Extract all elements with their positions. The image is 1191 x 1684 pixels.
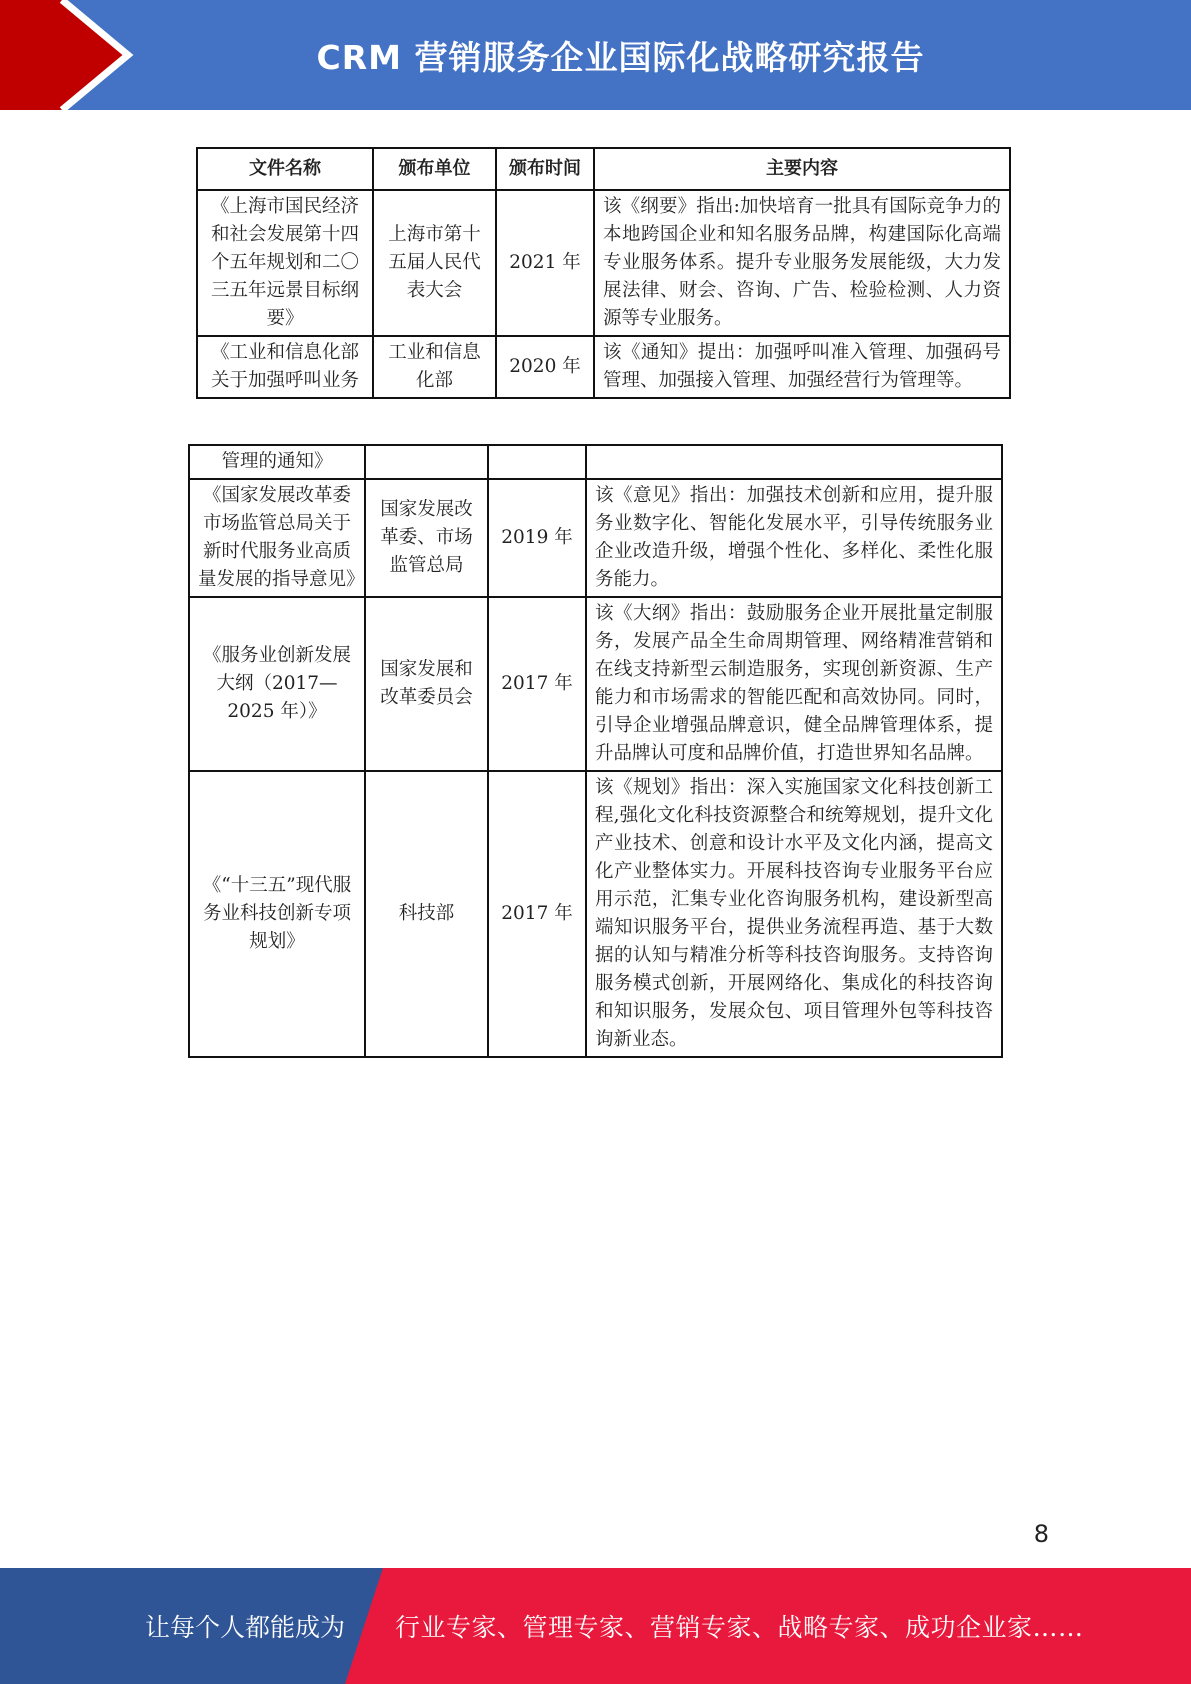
- page-number: 8: [1033, 1520, 1049, 1548]
- cell-time: 2019 年: [488, 479, 586, 597]
- table-row: [189, 479, 1002, 597]
- cell-unit: 国家发展改革委、市场监管总局: [365, 479, 488, 597]
- cell-time: 2017 年: [488, 597, 586, 771]
- footer-slogan-right: 行业专家、管理专家、营销专家、战略专家、成功企业家……: [395, 1613, 1084, 1642]
- column-header-name: 文件名称: [197, 148, 373, 190]
- table-row: [189, 597, 1002, 771]
- column-header-unit: 颁布单位: [373, 148, 496, 190]
- cell-name: 管理的通知》: [189, 445, 365, 479]
- cell-unit: [365, 445, 488, 479]
- page-header: [0, 0, 1191, 110]
- footer-slogan-left: 让每个人都能成为: [144, 1613, 345, 1642]
- cell-name: 《服务业创新发展大纲（2017—2025 年）》: [189, 597, 365, 771]
- policy-table-part1: [196, 147, 1011, 399]
- cell-name: 《上海市国民经济和社会发展第十四个五年规划和二〇三五年远景目标纲要》: [197, 190, 373, 336]
- cell-content: 该《通知》提出：加强呼叫准入管理、加强码号管理、加强接入管理、加强经营行为管理等。: [594, 336, 1010, 398]
- header-arrow-decoration: [0, 0, 160, 110]
- cell-time: 2017 年: [488, 771, 586, 1057]
- cell-name: 《国家发展改革委市场监管总局关于新时代服务业高质量发展的指导意见》: [189, 479, 365, 597]
- cell-unit: 国家发展和改革委员会: [365, 597, 488, 771]
- table-row: [189, 445, 1002, 479]
- cell-content: 该《意见》指出：加强技术创新和应用，提升服务业数字化、智能化发展水平，引导传统服务业企业改造升级，增强个性化、多样化、柔性化服务能力。: [586, 479, 1002, 597]
- column-header-time: 颁布时间: [496, 148, 594, 190]
- cell-unit: 工业和信息化部: [373, 336, 496, 398]
- report-title: CRM 营销服务企业国际化战略研究报告: [316, 37, 925, 77]
- table-row: [197, 336, 1010, 398]
- cell-content: [586, 445, 1002, 479]
- cell-time: 2021 年: [496, 190, 594, 336]
- cell-unit: 科技部: [365, 771, 488, 1057]
- cell-time: [488, 445, 586, 479]
- page-footer: [0, 1568, 1191, 1684]
- table-row: [189, 771, 1002, 1057]
- cell-name: 《“十三五”现代服务业科技创新专项规划》: [189, 771, 365, 1057]
- cell-time: 2020 年: [496, 336, 594, 398]
- cell-name: 《工业和信息化部关于加强呼叫业务: [197, 336, 373, 398]
- table-header-row: [197, 148, 1010, 190]
- cell-content: 该《纲要》指出:加快培育一批具有国际竞争力的本地跨国企业和知名服务品牌，构建国际化高端专业服务体系。提升专业服务发展能级，大力发展法律、财会、咨询、广告、检验检测、人力资源等专业服务。: [594, 190, 1010, 336]
- cell-content: 该《大纲》指出：鼓励服务企业开展批量定制服务，发展产品全生命周期管理、网络精准营销和在线支持新型云制造服务，实现创新资源、生产能力和市场需求的智能匹配和高效协同。同时，引导企业增强品牌意识，健全品牌管理体系，提升品牌认可度和品牌价值，打造世界知名品牌。: [586, 597, 1002, 771]
- cell-content: 该《规划》指出：深入实施国家文化科技创新工程,强化文化科技资源整合和统筹规划，提升文化产业技术、创意和设计水平及文化内涵，提高文化产业整体实力。开展科技咨询专业服务平台应用示范，汇集专业化咨询服务机构，建设新型高端知识服务平台，提供业务流程再造、基于大数据的认知与精准分析等科技咨询服务。支持咨询服务模式创新，开展网络化、集成化的科技咨询和知识服务，发展众包、项目管理外包等科技咨询新业态。: [586, 771, 1002, 1057]
- policy-table-part2: [188, 444, 1003, 1058]
- cell-unit: 上海市第十五届人民代表大会: [373, 190, 496, 336]
- table-row: [197, 190, 1010, 336]
- column-header-content: 主要内容: [594, 148, 1010, 190]
